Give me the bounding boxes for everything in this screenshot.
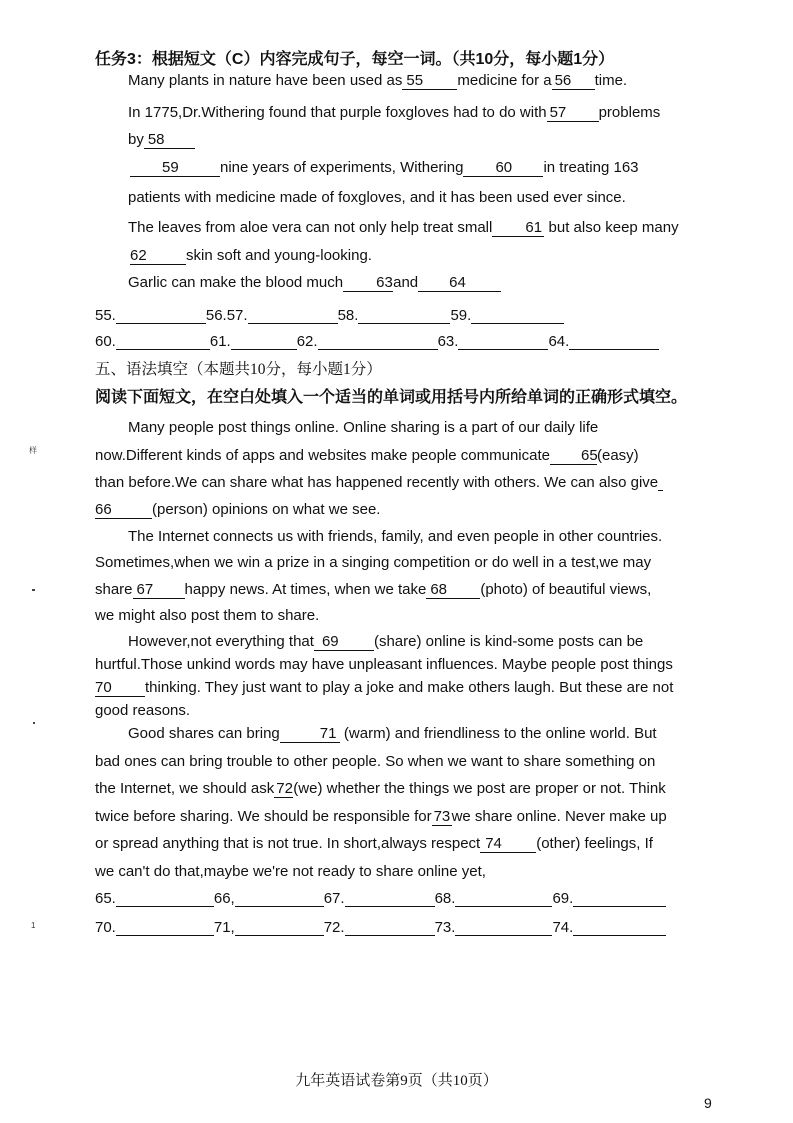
blank-71: 71 <box>280 726 340 743</box>
passage-text: good reasons. <box>95 702 191 719</box>
margin-mark: 1 <box>31 921 36 930</box>
passage-line <box>95 834 653 854</box>
answer-blank <box>345 935 435 936</box>
blank-62: 62 <box>130 248 186 265</box>
answer-blank <box>231 349 297 350</box>
blank-73: 73 <box>433 808 451 825</box>
answer-blank <box>358 323 450 324</box>
passage-text: now.Different kinds of apps and websites make people communicate <box>95 447 550 464</box>
margin-mark: 样 <box>29 446 37 455</box>
passage-line <box>95 473 663 493</box>
sentence-text: in treating 163 <box>543 159 639 176</box>
passage-line <box>128 527 662 547</box>
page-footer-label: 九年英语试卷第9页（共10页） <box>295 1073 498 1089</box>
answer-blank <box>471 323 564 324</box>
answer-label: 71, <box>213 919 235 936</box>
task3-sentence-3 <box>130 158 639 178</box>
answer-label: 72. <box>323 919 345 936</box>
sentence-text: skin soft and young-looking. <box>186 247 372 264</box>
answer-label: 67. <box>323 890 345 907</box>
section5-instruction: 阅读下面短文，在空白处填入一个适当的单词或用括号内所给单词的正确形式填空。 <box>95 389 688 406</box>
answer-label: 56.57. <box>205 307 248 324</box>
task3-sentence-3-cont <box>128 188 626 208</box>
blank-66: 66 <box>95 502 152 519</box>
blank-64: 64 <box>418 275 501 292</box>
answer-label: 74. <box>552 919 574 936</box>
passage-text: (share) online is kind-some posts can be <box>373 633 644 650</box>
passage-text: However,not everything that <box>128 633 314 650</box>
answer-blank <box>248 323 338 324</box>
margin-speck <box>33 722 35 724</box>
blank-60: 60 <box>463 160 543 177</box>
passage-line <box>95 752 655 772</box>
answer-label: 66, <box>213 890 235 907</box>
answer-label: 70. <box>95 919 116 936</box>
answer-blank <box>573 906 666 907</box>
passage-text: (easy) <box>596 447 639 464</box>
task3-heading: 任务3：根据短文（C）内容完成句子，每空一词。（共10分，每小题1分） <box>95 51 615 68</box>
blank-74: 74 <box>480 836 536 853</box>
answer-label: 64. <box>548 333 570 350</box>
task3-sentence-2-cont <box>128 130 195 150</box>
passage-text: share <box>95 581 133 598</box>
answer-label: 65. <box>95 890 116 907</box>
sentence-text: medicine for a <box>457 72 552 89</box>
passage-text: we share online. Never make up <box>451 808 667 825</box>
task3-sentence-1 <box>128 71 627 91</box>
passage-text: we might also post them to share. <box>95 607 320 624</box>
blank-65: 65 <box>550 448 597 465</box>
sentence-text: problems <box>598 104 661 121</box>
passage-text: Many people post things online. Online sharing is a part of our daily life <box>128 419 599 436</box>
answer-label: 58. <box>337 307 359 324</box>
sentence-text: time. <box>594 72 628 89</box>
answer-label: 55. <box>95 307 116 324</box>
passage-text: (we) whether the things we post are proper or not. Think <box>293 780 666 797</box>
blank-59: 59 <box>130 160 220 177</box>
answer-row-65-69 <box>95 889 666 909</box>
answer-row-70-74 <box>95 918 666 938</box>
passage-line <box>95 807 667 827</box>
passage-text: (other) feelings, If <box>536 835 653 852</box>
sentence-text: nine years of experiments, Withering <box>220 159 464 176</box>
answer-label: 73. <box>434 919 456 936</box>
passage-text: (person) opinions on what we see. <box>152 501 381 518</box>
passage-text: happy news. At times, when we take <box>184 581 427 598</box>
answer-blank <box>116 323 206 324</box>
page-number: 9 <box>704 1095 712 1111</box>
answer-blank <box>318 349 438 350</box>
blank-55: 55 <box>402 73 457 90</box>
passage-text: hurtful.Those unkind words may have unpleasant influences. Maybe people post things <box>95 656 673 673</box>
passage-line <box>128 724 657 744</box>
blank-58: 58 <box>144 132 195 149</box>
sentence-text: The leaves from aloe vera can not only help treat small <box>128 219 493 236</box>
blank-69: 69 <box>314 634 374 651</box>
passage-text: or spread anything that is not true. In short,always respect <box>95 835 481 852</box>
answer-blank <box>116 906 214 907</box>
sentence-text: but also keep many <box>544 219 679 236</box>
sentence-text: Garlic can make the blood much <box>128 274 344 291</box>
answer-label: 59. <box>450 307 472 324</box>
passage-line <box>95 779 666 799</box>
answer-blank <box>455 935 552 936</box>
passage-line <box>95 606 319 626</box>
sentence-text: In 1775,Dr.Withering found that purple foxgloves had to do with <box>128 104 547 121</box>
answer-row-55-59 <box>95 306 564 326</box>
answer-blank <box>116 935 214 936</box>
blank-56: 56 <box>552 73 595 90</box>
blank-67: 67 <box>133 582 185 599</box>
blank-63: 63 <box>343 275 393 292</box>
sentence-text: Many plants in nature have been used as <box>128 72 403 89</box>
answer-blank <box>235 906 324 907</box>
task3-sentence-4 <box>128 218 679 238</box>
passage-text: Sometimes,when we win a prize in a singing competition or do well in a test,we may <box>95 554 652 571</box>
passage-text: (photo) of beautiful views, <box>480 581 652 598</box>
underline-mark <box>658 490 663 491</box>
task3-sentence-4-cont <box>130 246 372 266</box>
margin-speck <box>32 589 35 591</box>
blank-72: 72 <box>276 780 293 797</box>
passage-line <box>95 862 486 882</box>
blank-68: 68 <box>426 582 480 599</box>
blank-57: 57 <box>547 105 599 122</box>
passage-line <box>95 553 651 573</box>
sentence-text: and <box>393 274 419 291</box>
task3-sentence-5 <box>128 273 501 293</box>
passage-line <box>95 580 651 600</box>
answer-blank <box>235 935 324 936</box>
answer-row-60-64 <box>95 332 659 352</box>
passage-text: The Internet connects us with friends, family, and even people in other countries. <box>128 528 663 545</box>
passage-line <box>95 678 673 698</box>
passage-line <box>128 418 598 438</box>
blank-61: 61 <box>492 220 544 237</box>
answer-blank <box>569 349 659 350</box>
answer-blank <box>573 935 666 936</box>
passage-text: than before.We can share what has happened recently with others. We can also give <box>95 474 659 491</box>
passage-line <box>95 701 190 721</box>
passage-line <box>95 655 673 675</box>
answer-label: 62. <box>296 333 318 350</box>
passage-line <box>128 632 643 652</box>
passage-text: we can't do that,maybe we're not ready to share online yet, <box>95 863 486 880</box>
passage-text: thinking. They just want to play a joke and make others laugh. But these are not <box>145 679 674 696</box>
answer-label: 68. <box>434 890 456 907</box>
task3-sentence-2 <box>128 103 660 123</box>
passage-line <box>95 500 380 520</box>
sentence-text: patients with medicine made of foxgloves, and it has been used ever since. <box>128 189 626 206</box>
answer-label: 63. <box>437 333 459 350</box>
passage-text: Good shares can bring <box>128 725 280 742</box>
answer-blank <box>455 906 552 907</box>
passage-text: twice before sharing. We should be responsible for <box>95 808 432 825</box>
passage-text: (warm) and friendliness to the online world. But <box>339 725 657 742</box>
answer-blank <box>116 349 210 350</box>
blank-70: 70 <box>95 680 145 697</box>
section5-title: 五、语法填空（本题共10分，每小题1分） <box>95 361 382 378</box>
answer-label: 61. <box>209 333 231 350</box>
passage-text: the Internet, we should ask <box>95 780 275 797</box>
passage-text: bad ones can bring trouble to other people. So when we want to share something on <box>95 753 656 770</box>
answer-blank <box>345 906 435 907</box>
sentence-text: by <box>128 131 144 148</box>
answer-label: 60. <box>95 333 116 350</box>
passage-line <box>95 446 639 466</box>
answer-blank <box>458 349 548 350</box>
answer-label: 69. <box>552 890 574 907</box>
